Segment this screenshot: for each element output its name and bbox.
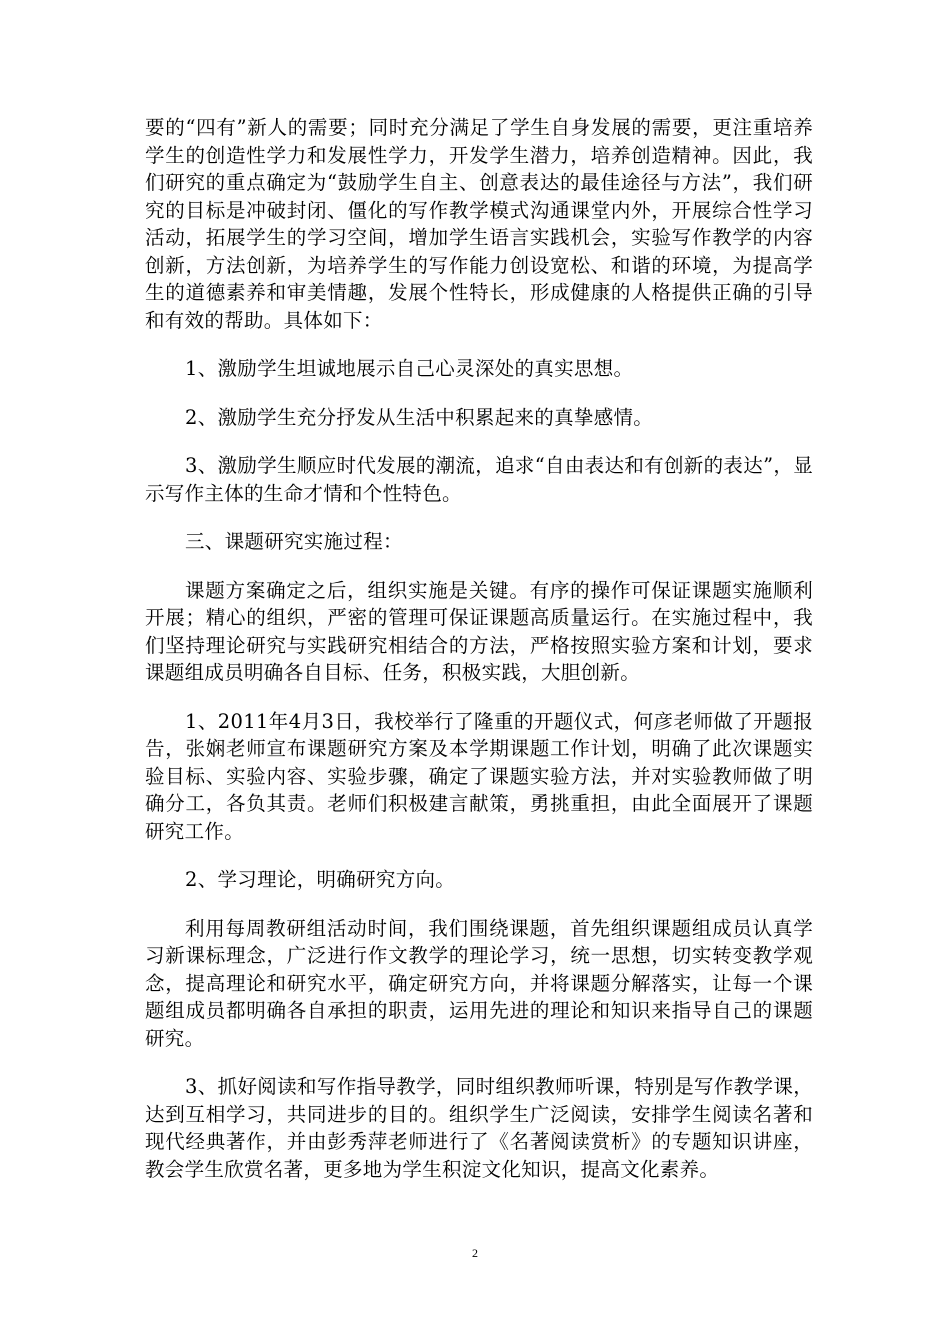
paragraph: 1、2011年4月3日，我校举行了隆重的开题仪式，何彦老师做了开题报告，张娴老师宣布课题研究方案及本学期课题工作计划，明确了此次课题实验目标、实验内容、实验步骤，确定了课题实验方法，并对实验教师做了明确分工，各负其责。老师们积极建言献策，勇挑重担，由此全面展开了课题研究工作。 xyxy=(145,709,813,843)
paragraph: 课题方案确定之后，组织实施是关键。有序的操作可保证课题实施顺利开展；精心的组织，严密的管理可保证课题高质量运行。在实施过程中，我们坚持理论研究与实践研究相结合的方法，严格按照实验方案和计划，要求课题组成员明确各自目标、任务，积极实践，大胆创新。 xyxy=(145,578,813,684)
list-item-3: 3、激励学生顺应时代发展的潮流，追求“自由表达和有创新的表达”，显示写作主体的生命才情和个性特色。 xyxy=(145,454,813,505)
paragraph: 3、抓好阅读和写作指导教学，同时组织教师听课，特别是写作教学课，达到互相学习，共同进步的目的。组织学生广泛阅读，安排学生阅读名著和现代经典著作，并由彭秀萍老师进行了《名著阅读赏析》的专题知识讲座，教会学生欣赏名著，更多地为学生积淀文化知识，提高文化素养。 xyxy=(145,1075,813,1181)
page-number: 2 xyxy=(472,1246,478,1260)
section-heading: 三、课题研究实施过程： xyxy=(185,530,403,553)
paragraph: 2、学习理论，明确研究方向。 xyxy=(185,868,456,891)
list-item-1: 1、激励学生坦诚地展示自己心灵深处的真实思想。 xyxy=(185,357,634,380)
list-item-2: 2、激励学生充分抒发从生活中积累起来的真挚感情。 xyxy=(185,405,654,429)
document-body xyxy=(145,114,813,1204)
paragraph-continuation: 要的“四有”新人的需要；同时充分满足了学生自身发展的需要，更注重培养学生的创造性学力和发展性学力，开发学生潜力，培养创造精神。因此，我们研究的重点确定为“鼓励学生自主、创意表达的最佳途径与方法”，我们研究的目标是冲破封闭、僵化的写作教学模式沟通课堂内外，开展综合性学习活动，拓展学生的学习空间，增加学生语言实践机会，实验写作教学的内容创新，方法创新，为培养学生的写作能力创设宽松、和谐的环境，为提高学生的道德素养和审美情趣，发展个性特长，形成健康的人格提供正确的引导和有效的帮助。具体如下： xyxy=(145,116,813,332)
paragraph: 利用每周教研组活动时间，我们围绕课题，首先组织课题组成员认真学习新课标理念，广泛进行作文教学的理论学习，统一思想，切实转变教学观念，提高理论和研究水平，确定研究方向，并将课题分解落实，让每一个课题组成员都明确各自承担的职责，运用先进的理论和知识来指导自己的课题研究。 xyxy=(145,916,813,1050)
